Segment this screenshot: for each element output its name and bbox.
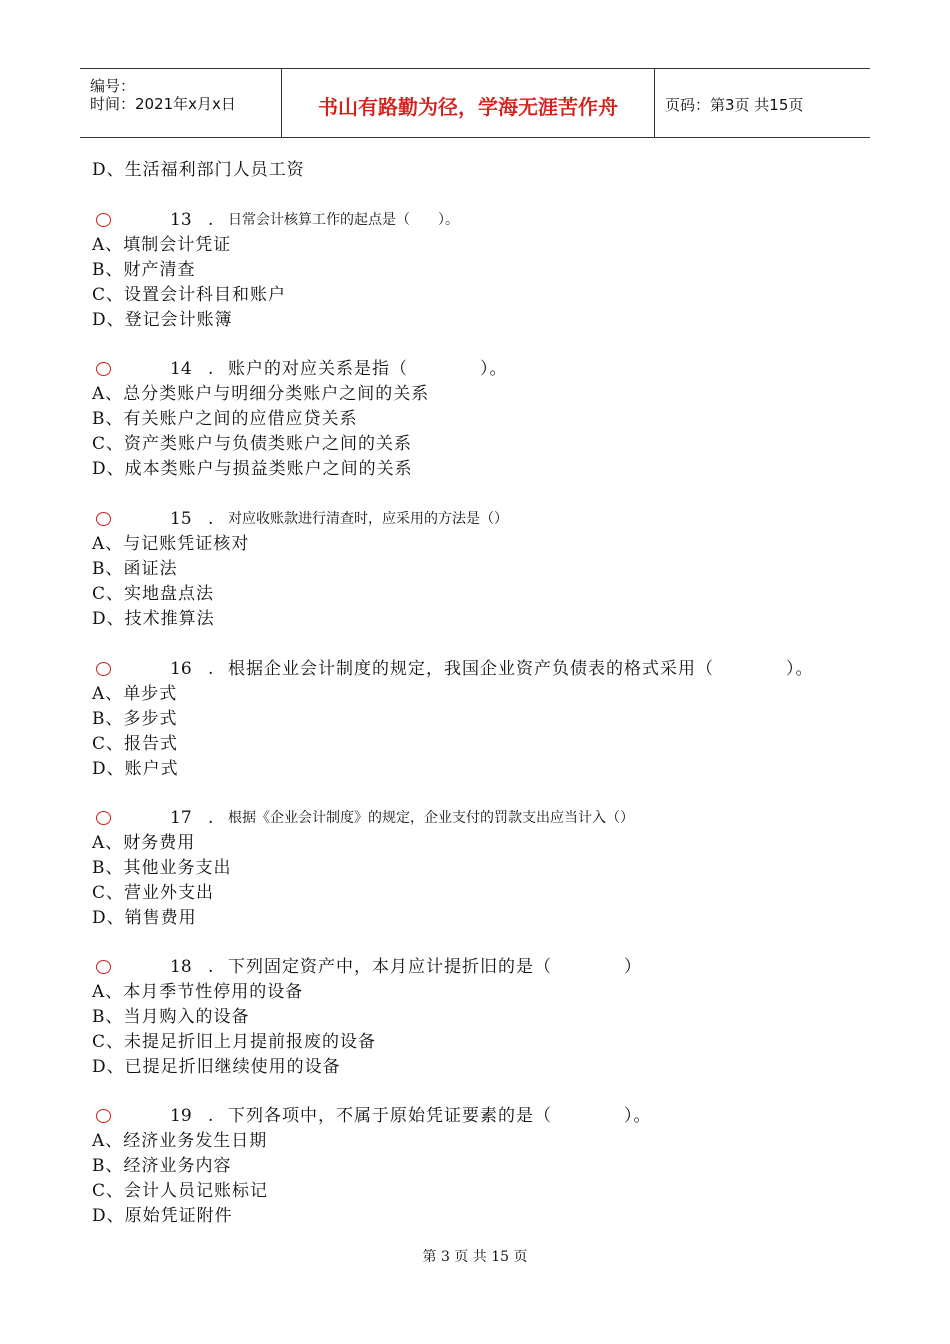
- option-b: B、财产清查: [92, 260, 196, 280]
- header-motto-cell: [282, 69, 655, 137]
- question-15: [92, 507, 872, 632]
- circle-marker-icon: [96, 662, 111, 676]
- date-label: 时间：2021年x月x日: [90, 95, 236, 113]
- header-meta-cell: [80, 69, 282, 137]
- option-c: C、实地盘点法: [92, 584, 215, 604]
- question-text: 下列各项中，不属于原始凭证要素的是（ ）。: [228, 1106, 652, 1126]
- question-stem: [92, 208, 872, 233]
- page-footer: 第 3 页 共 15 页: [422, 1249, 528, 1265]
- circle-marker-icon: [96, 213, 111, 227]
- question-text: 根据《企业会计制度》的规定，企业支付的罚款支出应当计入（）: [228, 810, 634, 826]
- question-number: 17: [170, 808, 192, 828]
- question-dot: .: [208, 659, 214, 679]
- option-a: A、填制会计凭证: [92, 235, 232, 255]
- question-text: 账户的对应关系是指（ ）。: [228, 359, 508, 379]
- option-b: B、其他业务支出: [92, 858, 232, 878]
- question-16: [92, 657, 872, 782]
- circle-marker-icon: [96, 811, 111, 825]
- option-d: D、成本类账户与损益类账户之间的关系: [92, 459, 413, 479]
- question-number: 13: [170, 210, 192, 230]
- header-page-cell: [655, 69, 870, 137]
- question-dot: .: [208, 1106, 214, 1126]
- question-number: 14: [170, 359, 192, 379]
- option-a: A、财务费用: [92, 833, 196, 853]
- circle-marker-icon: [96, 1109, 111, 1123]
- question-dot: .: [208, 957, 214, 977]
- previous-option-block: [92, 158, 872, 183]
- question-text: 对应收账款进行清查时，应采用的方法是（）: [228, 511, 508, 527]
- option-c: C、资产类账户与负债类账户之间的关系: [92, 434, 413, 454]
- option-c: C、报告式: [92, 734, 179, 754]
- question-stem: [92, 357, 872, 382]
- number-label: 编号：: [90, 77, 136, 95]
- option-c: C、营业外支出: [92, 883, 215, 903]
- option-d: D、原始凭证附件: [92, 1206, 233, 1226]
- question-dot: .: [208, 808, 214, 828]
- question-number: 15: [170, 509, 192, 529]
- question-14: [92, 357, 872, 482]
- page-header: [80, 68, 870, 138]
- question-number: 16: [170, 659, 192, 679]
- page-code: 页码：第3页 共15页: [665, 96, 804, 114]
- question-stem: [92, 806, 872, 831]
- circle-marker-icon: [96, 960, 111, 974]
- question-text: 根据企业会计制度的规定，我国企业资产负债表的格式采用（ ）。: [228, 659, 814, 679]
- question-stem: [92, 955, 872, 980]
- circle-marker-icon: [96, 362, 111, 376]
- option-c: C、会计人员记账标记: [92, 1181, 269, 1201]
- option-d: D、销售费用: [92, 908, 197, 928]
- question-dot: .: [208, 210, 214, 230]
- motto-text: 书山有路勤为径，学海无涯苦作舟: [318, 95, 618, 119]
- option-b: B、有关账户之间的应借应贷关系: [92, 409, 358, 429]
- option-d: D、技术推算法: [92, 609, 215, 629]
- question-13: [92, 208, 872, 333]
- question-stem: [92, 1104, 872, 1129]
- question-text: 日常会计核算工作的起点是（ ）。: [228, 212, 459, 228]
- question-17: [92, 806, 872, 931]
- option-c: C、未提足折旧上月提前报废的设备: [92, 1032, 377, 1052]
- option-a: A、总分类账户与明细分类账户之间的关系: [92, 384, 430, 404]
- question-dot: .: [208, 509, 214, 529]
- circle-marker-icon: [96, 512, 111, 526]
- option-a: A、本月季节性停用的设备: [92, 982, 304, 1002]
- option-b: B、多步式: [92, 709, 178, 729]
- question-number: 18: [170, 957, 192, 977]
- option-c: C、设置会计科目和账户: [92, 285, 287, 305]
- question-stem: [92, 507, 872, 532]
- question-19: [92, 1104, 872, 1229]
- option-b: B、函证法: [92, 559, 178, 579]
- question-dot: .: [208, 359, 214, 379]
- option-b: B、当月购入的设备: [92, 1007, 250, 1027]
- option-a: A、单步式: [92, 684, 178, 704]
- option-d: D、登记会计账簿: [92, 310, 233, 330]
- question-18: [92, 955, 872, 1080]
- question-text: 下列固定资产中，本月应计提折旧的是（ ）: [228, 957, 642, 977]
- option-a: A、经济业务发生日期: [92, 1131, 268, 1151]
- option-line: D、生活福利部门人员工资: [92, 160, 305, 180]
- option-d: D、账户式: [92, 759, 179, 779]
- option-d: D、已提足折旧继续使用的设备: [92, 1057, 341, 1077]
- option-a: A、与记账凭证核对: [92, 534, 250, 554]
- question-stem: [92, 657, 872, 682]
- question-number: 19: [170, 1106, 192, 1126]
- option-b: B、经济业务内容: [92, 1156, 232, 1176]
